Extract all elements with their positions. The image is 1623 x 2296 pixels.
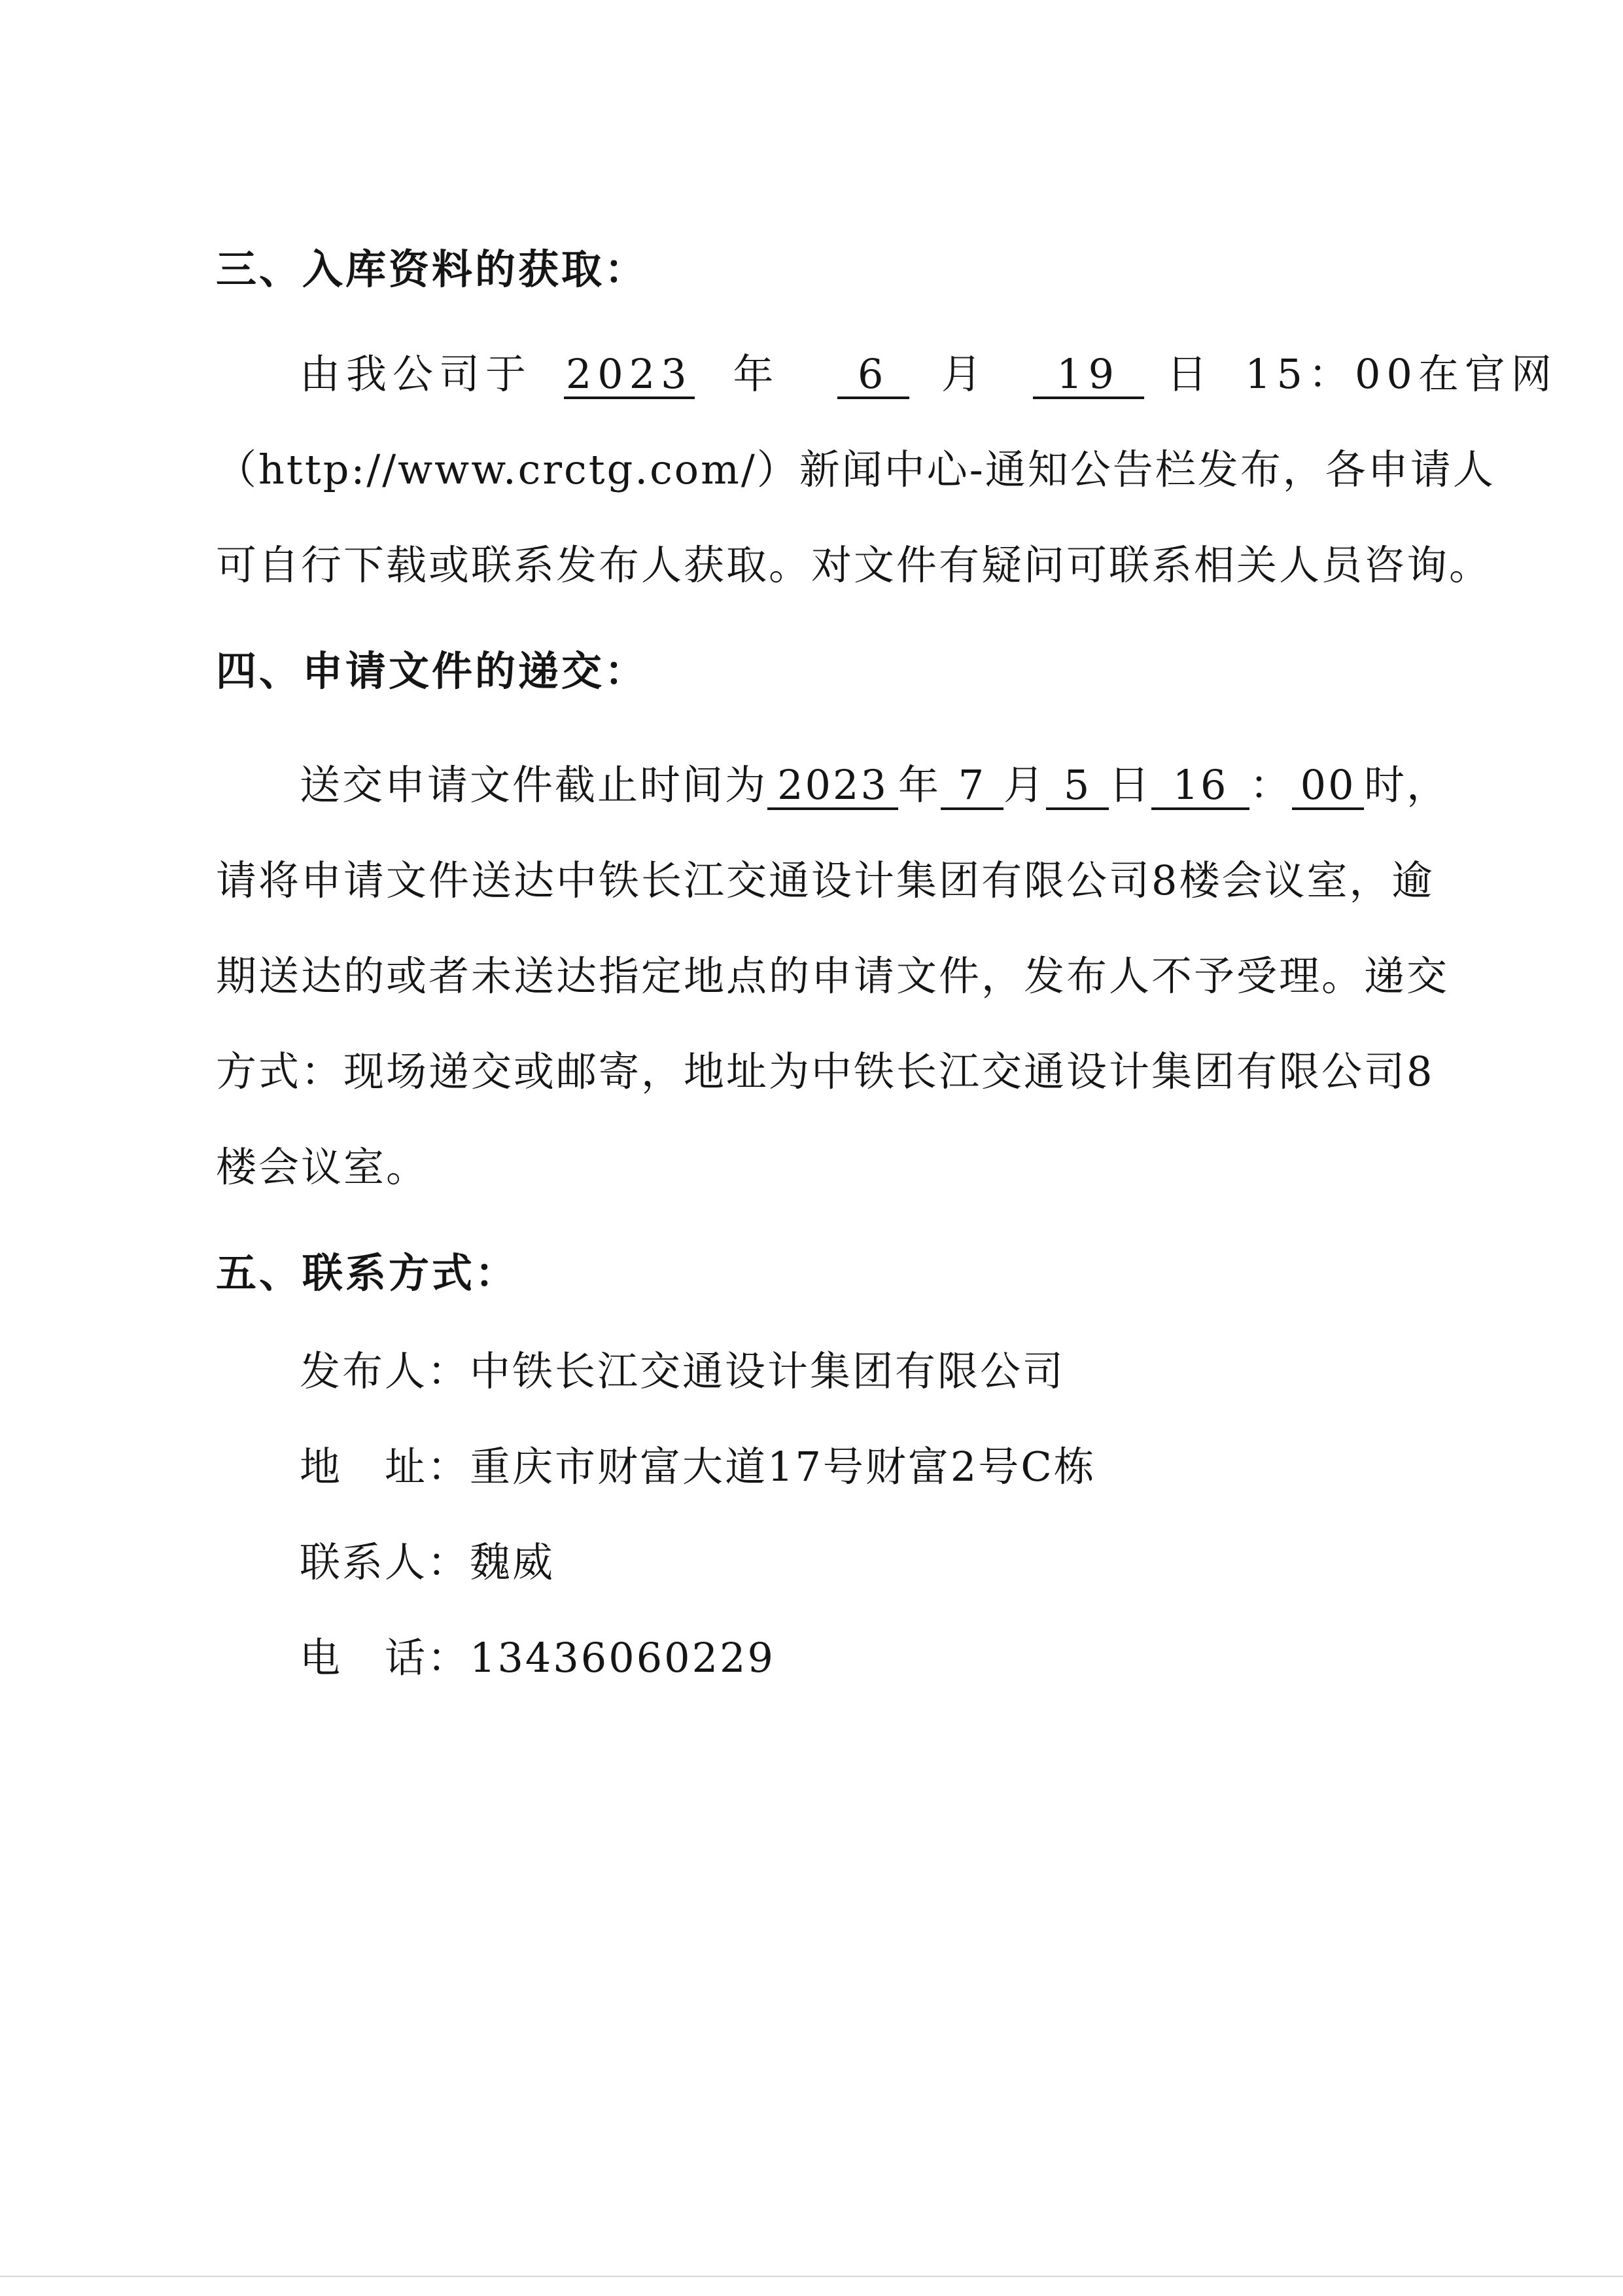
publisher-value: 中铁长江交通设计集团有限公司 xyxy=(470,1347,1066,1395)
release-month: 6 xyxy=(837,352,909,399)
section-4-heading: 四、申请文件的递交： xyxy=(216,647,648,695)
section-4-paragraph-line-3: 期送达的或者未送达指定地点的申请文件，发布人不予受理。递交 xyxy=(216,952,1450,1000)
section-3-heading: 三、入库资料的获取： xyxy=(216,245,648,293)
contact-person-row xyxy=(300,1536,555,1589)
section-3-prefix: 由我公司于 xyxy=(300,350,532,398)
section-3-paragraph-line-3: 可自行下载或联系发布人获取。对文件有疑问可联系相关人员咨询。 xyxy=(216,541,1492,589)
deadline-hour: 16 xyxy=(1151,763,1249,810)
release-time: 15：00 xyxy=(1245,350,1418,398)
section-3-suffix: 在官网 xyxy=(1418,350,1558,398)
contact-value: 魏威 xyxy=(470,1538,555,1586)
deadline-prefix: 送交申请文件截止时间为 xyxy=(300,761,768,809)
section-3-paragraph-line-2: （http://www.crctg.com/）新闻中心-通知公告栏发布，各申请人 xyxy=(216,446,1495,493)
section-4-paragraph-line-4: 方式：现场递交或邮寄，地址为中铁长江交通设计集团有限公司8 xyxy=(216,1048,1435,1095)
deadline-year: 2023 xyxy=(767,763,898,810)
release-year: 2023 xyxy=(564,352,695,399)
address-value: 重庆市财富大道17号财富2号C栋 xyxy=(470,1443,1096,1491)
release-day-unit: 日 xyxy=(1166,350,1213,398)
address-label: 地 址： xyxy=(300,1443,470,1491)
deadline-suffix: 时， xyxy=(1364,761,1450,809)
deadline-minute: 00 xyxy=(1292,763,1364,810)
section-5-heading: 五、联系方式： xyxy=(216,1249,519,1297)
deadline-day: 5 xyxy=(1046,763,1109,810)
release-month-unit: 月 xyxy=(941,350,988,398)
deadline-month: 7 xyxy=(941,763,1003,810)
contact-publisher-row xyxy=(300,1345,1065,1398)
phone-value: 13436060229 xyxy=(470,1634,775,1682)
deadline-month-unit: 月 xyxy=(1003,761,1047,809)
phone-label: 电 话： xyxy=(300,1634,470,1682)
section-3-paragraph-line-1 xyxy=(300,348,1558,400)
release-day: 19 xyxy=(1033,352,1144,399)
contact-phone-row xyxy=(300,1632,775,1684)
deadline-year-unit: 年 xyxy=(898,761,941,809)
section-4-paragraph-line-2: 请将申请文件送达中铁长江交通设计集团有限公司8楼会议室，逾 xyxy=(216,857,1435,904)
contact-label: 联系人： xyxy=(300,1538,470,1586)
deadline-day-unit: 日 xyxy=(1109,761,1152,809)
scan-edge-divider xyxy=(0,2276,1623,2277)
contact-address-row xyxy=(300,1441,1096,1493)
release-year-unit: 年 xyxy=(733,350,780,398)
section-4-paragraph-line-5: 楼会议室。 xyxy=(216,1143,429,1191)
publisher-label: 发布人： xyxy=(300,1347,470,1395)
deadline-colon: ： xyxy=(1249,761,1293,809)
section-4-paragraph-line-1 xyxy=(300,759,1449,811)
